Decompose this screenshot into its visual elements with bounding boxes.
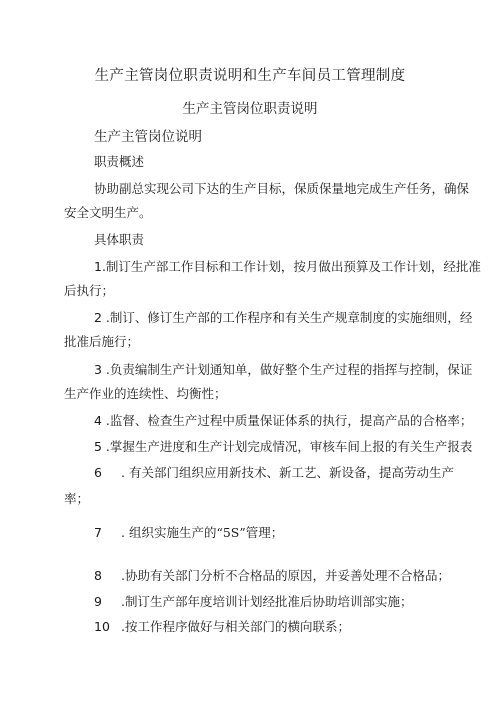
duty-text: .制订、修订生产部的工作程序和有关生产规章制度的实施细则，经 — [101, 310, 473, 325]
duty-item-8 — [94, 566, 450, 584]
duty-item-5 — [94, 437, 472, 455]
document-title: 生产主管岗位职责说明和生产车间员工管理制度 — [94, 68, 406, 84]
duty-item-3 — [94, 360, 472, 378]
document-subtitle: 生产主管岗位职责说明 — [182, 101, 318, 117]
duty-number: 5 — [94, 439, 102, 454]
duty-number: 1 — [94, 259, 102, 274]
duty-item-7 — [94, 523, 283, 541]
duty-text: . 有关部门组织应用新技术、新工艺、新设备，提高劳动生产 — [121, 465, 454, 480]
overview-line-1: 协助副总实现公司下达的生产目标，保质保量地完成生产任务，确保 — [94, 181, 470, 196]
duty-number: 4 — [94, 413, 102, 428]
duty-number: 2 — [94, 310, 102, 325]
duty-item-2 — [94, 308, 472, 326]
section-heading: 生产主管岗位说明 — [94, 129, 202, 145]
duty-item-10 — [94, 617, 350, 635]
duty-item-6-cont: 率； — [64, 491, 90, 506]
duty-number: 10 — [94, 619, 110, 634]
duty-number: 8 — [94, 568, 102, 583]
duty-text: .制订生产部年度培训计划经批准后协助培训部实施； — [121, 594, 413, 609]
duty-item-1 — [94, 257, 481, 275]
duties-label: 具体职责 — [94, 232, 145, 247]
duty-text: .掌握生产进度和生产计划完成情况，审核车间上报的有关生产报表 — [101, 439, 473, 454]
duty-number: 9 — [94, 594, 102, 609]
overview-line-2: 安全文明生产。 — [64, 205, 152, 220]
duty-number: 3 — [94, 362, 102, 377]
duty-item-2-cont: 批准后施行； — [64, 334, 140, 349]
duty-text: .协助有关部门分析不合格品的原因，并妥善处理不合格品； — [121, 568, 450, 583]
duty-number: 7 — [94, 525, 102, 540]
duty-text: .负责编制生产计划通知单，做好整个生产过程的指挥与控制，保证 — [101, 362, 473, 377]
duty-text: .制订生产部工作目标和工作计划，按月做出预算及工作计划，经批准 — [101, 259, 481, 274]
duty-text: . 组织实施生产的“5S”管理； — [121, 525, 284, 540]
duty-item-4 — [94, 411, 472, 429]
duty-item-1-cont: 后执行； — [64, 283, 115, 298]
duty-number: 6 — [94, 465, 102, 480]
duty-item-6 — [94, 463, 454, 481]
duty-text: .按工作程序做好与相关部门的横向联系； — [121, 619, 350, 634]
overview-label: 职责概述 — [94, 154, 145, 169]
duty-text: .监督、检查生产过程中质量保证体系的执行，提高产品的合格率； — [101, 413, 473, 428]
duty-item-9 — [94, 592, 412, 610]
duty-item-3-cont: 生产作业的连续性、均衡性； — [64, 386, 227, 401]
